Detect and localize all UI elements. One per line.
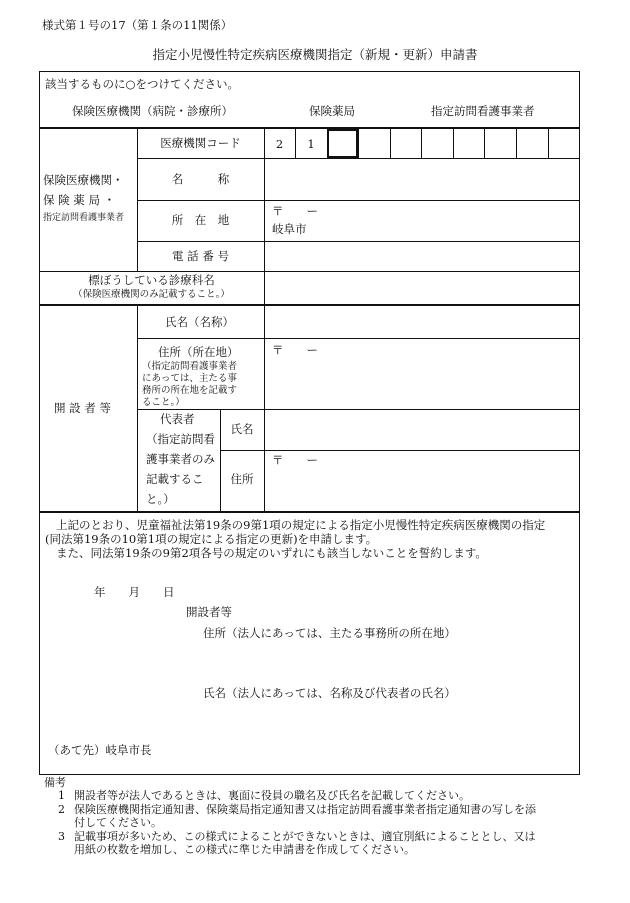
code-current-box[interactable] — [327, 129, 358, 158]
divider — [453, 127, 454, 158]
declaration-date: 年 月 日 — [94, 585, 175, 599]
divider — [548, 127, 549, 158]
divider — [516, 127, 517, 158]
divider — [358, 127, 359, 158]
phone-label: 電 話 番 号 — [172, 249, 229, 263]
divider — [39, 271, 580, 272]
founder-address-note: 務所の所在地を記載す — [142, 385, 238, 396]
divider — [137, 241, 580, 242]
option-medical-institution[interactable]: 保険医療機関（病院・診療所） — [72, 104, 233, 118]
note-text: 用紙の枚数を増加し、この様式に準じた申請書を作成してください。 — [74, 843, 415, 856]
note-text: 保険医療機関指定通知書、保険薬局指定通知書又は指定訪問看護事業者指定通知書の写しを添 — [74, 803, 536, 816]
note-number: 2 — [58, 803, 65, 816]
rep-label: （指定訪問看 — [146, 432, 215, 446]
rep-name-label: 氏名 — [230, 422, 254, 436]
code-digit[interactable]: 1 — [307, 137, 315, 151]
option-pharmacy[interactable]: 保険薬局 — [309, 104, 355, 118]
institution-section-label: 保険医療機関・ — [43, 173, 124, 187]
declaration-name-label: 氏名（法人にあっては、名称及び代表者の氏名） — [203, 686, 456, 700]
dept-note: （保険医療機関のみ記載すること。） — [73, 289, 230, 300]
rep-label: 代表者 — [160, 412, 195, 426]
founder-name-label: 氏名（名称） — [165, 315, 234, 329]
declaration-line: (同法第19条の10第1項の規定による指定の更新)を申請します。 — [45, 532, 378, 546]
founder-section-label: 開 設 者 等 — [54, 401, 111, 415]
founder-postal-mark: 〒 ー — [272, 343, 318, 357]
note-text: 記載事項が多いため、この様式によることができないときは、適宜別紙によることとし、又は — [74, 830, 536, 843]
divider — [220, 450, 580, 451]
founder-address-label: 住所（所在地） — [158, 345, 239, 359]
note-number: 3 — [58, 830, 65, 843]
note-number: 1 — [58, 789, 65, 802]
postal-mark: 〒 ー — [272, 204, 318, 218]
rep-label: 護事業者のみ — [146, 452, 215, 466]
institution-section-label: 指定訪問看護事業者 — [43, 213, 125, 223]
form-number: 様式第１号の17（第１条の11関係） — [42, 18, 233, 32]
divider — [137, 304, 138, 511]
rep-label: と。） — [146, 492, 175, 506]
declaration-address-label: 住所（法人にあっては、主たる事務所の所在地） — [203, 626, 456, 640]
founder-address-note: ること。） — [142, 397, 185, 408]
selection-instruction: 該当するものに○をつけてください。 — [45, 77, 240, 91]
divider — [421, 127, 422, 158]
divider — [264, 127, 265, 511]
institution-section-label: 保 険 薬 局 ・ — [43, 193, 116, 207]
option-visiting-nurse[interactable]: 指定訪問看護事業者 — [431, 104, 535, 118]
code-label: 医療機関コード — [160, 136, 241, 150]
address-value: 岐阜市 — [272, 222, 307, 236]
addressee: （あて先）岐阜市長 — [48, 743, 152, 757]
rep-label: 記載するこ — [146, 472, 204, 486]
divider — [39, 304, 580, 306]
declaration-line: また、同法第19条の9第2項各号の規定のいずれにも該当しないことを誓約します。 — [56, 546, 487, 560]
note-text: 開設者等が法人であるときは、裏面に役員の職名及び氏名を記載してください。 — [74, 789, 470, 802]
divider — [137, 200, 580, 201]
divider — [484, 127, 485, 158]
rep-postal-mark: 〒 ー — [272, 453, 318, 467]
form-title: 指定小児慢性特定疾病医療機関指定（新規・更新）申請書 — [152, 47, 478, 62]
name-label: 名 称 — [171, 172, 230, 186]
notes-heading: 備考 — [44, 776, 66, 789]
declaration-founder-label: 開設者等 — [186, 605, 232, 619]
address-label: 所 在 地 — [171, 213, 230, 227]
divider — [137, 338, 580, 339]
divider — [390, 127, 391, 158]
rep-address-label: 住所 — [230, 472, 254, 486]
divider — [137, 409, 580, 410]
note-text: 付してください。 — [74, 816, 162, 829]
divider — [137, 158, 580, 159]
founder-address-note: （指定訪問看護事業者 — [142, 361, 238, 372]
dept-label: 標ぼうしている診療科名 — [88, 273, 215, 287]
divider — [39, 511, 580, 513]
code-digit[interactable]: 2 — [275, 137, 284, 151]
declaration-line: 上記のとおり、児童福祉法第19条の9第1項の規定による指定小児慢性特定疾病医療機関の指定 — [56, 518, 546, 532]
founder-address-note: にあっては、主たる事 — [142, 373, 237, 384]
